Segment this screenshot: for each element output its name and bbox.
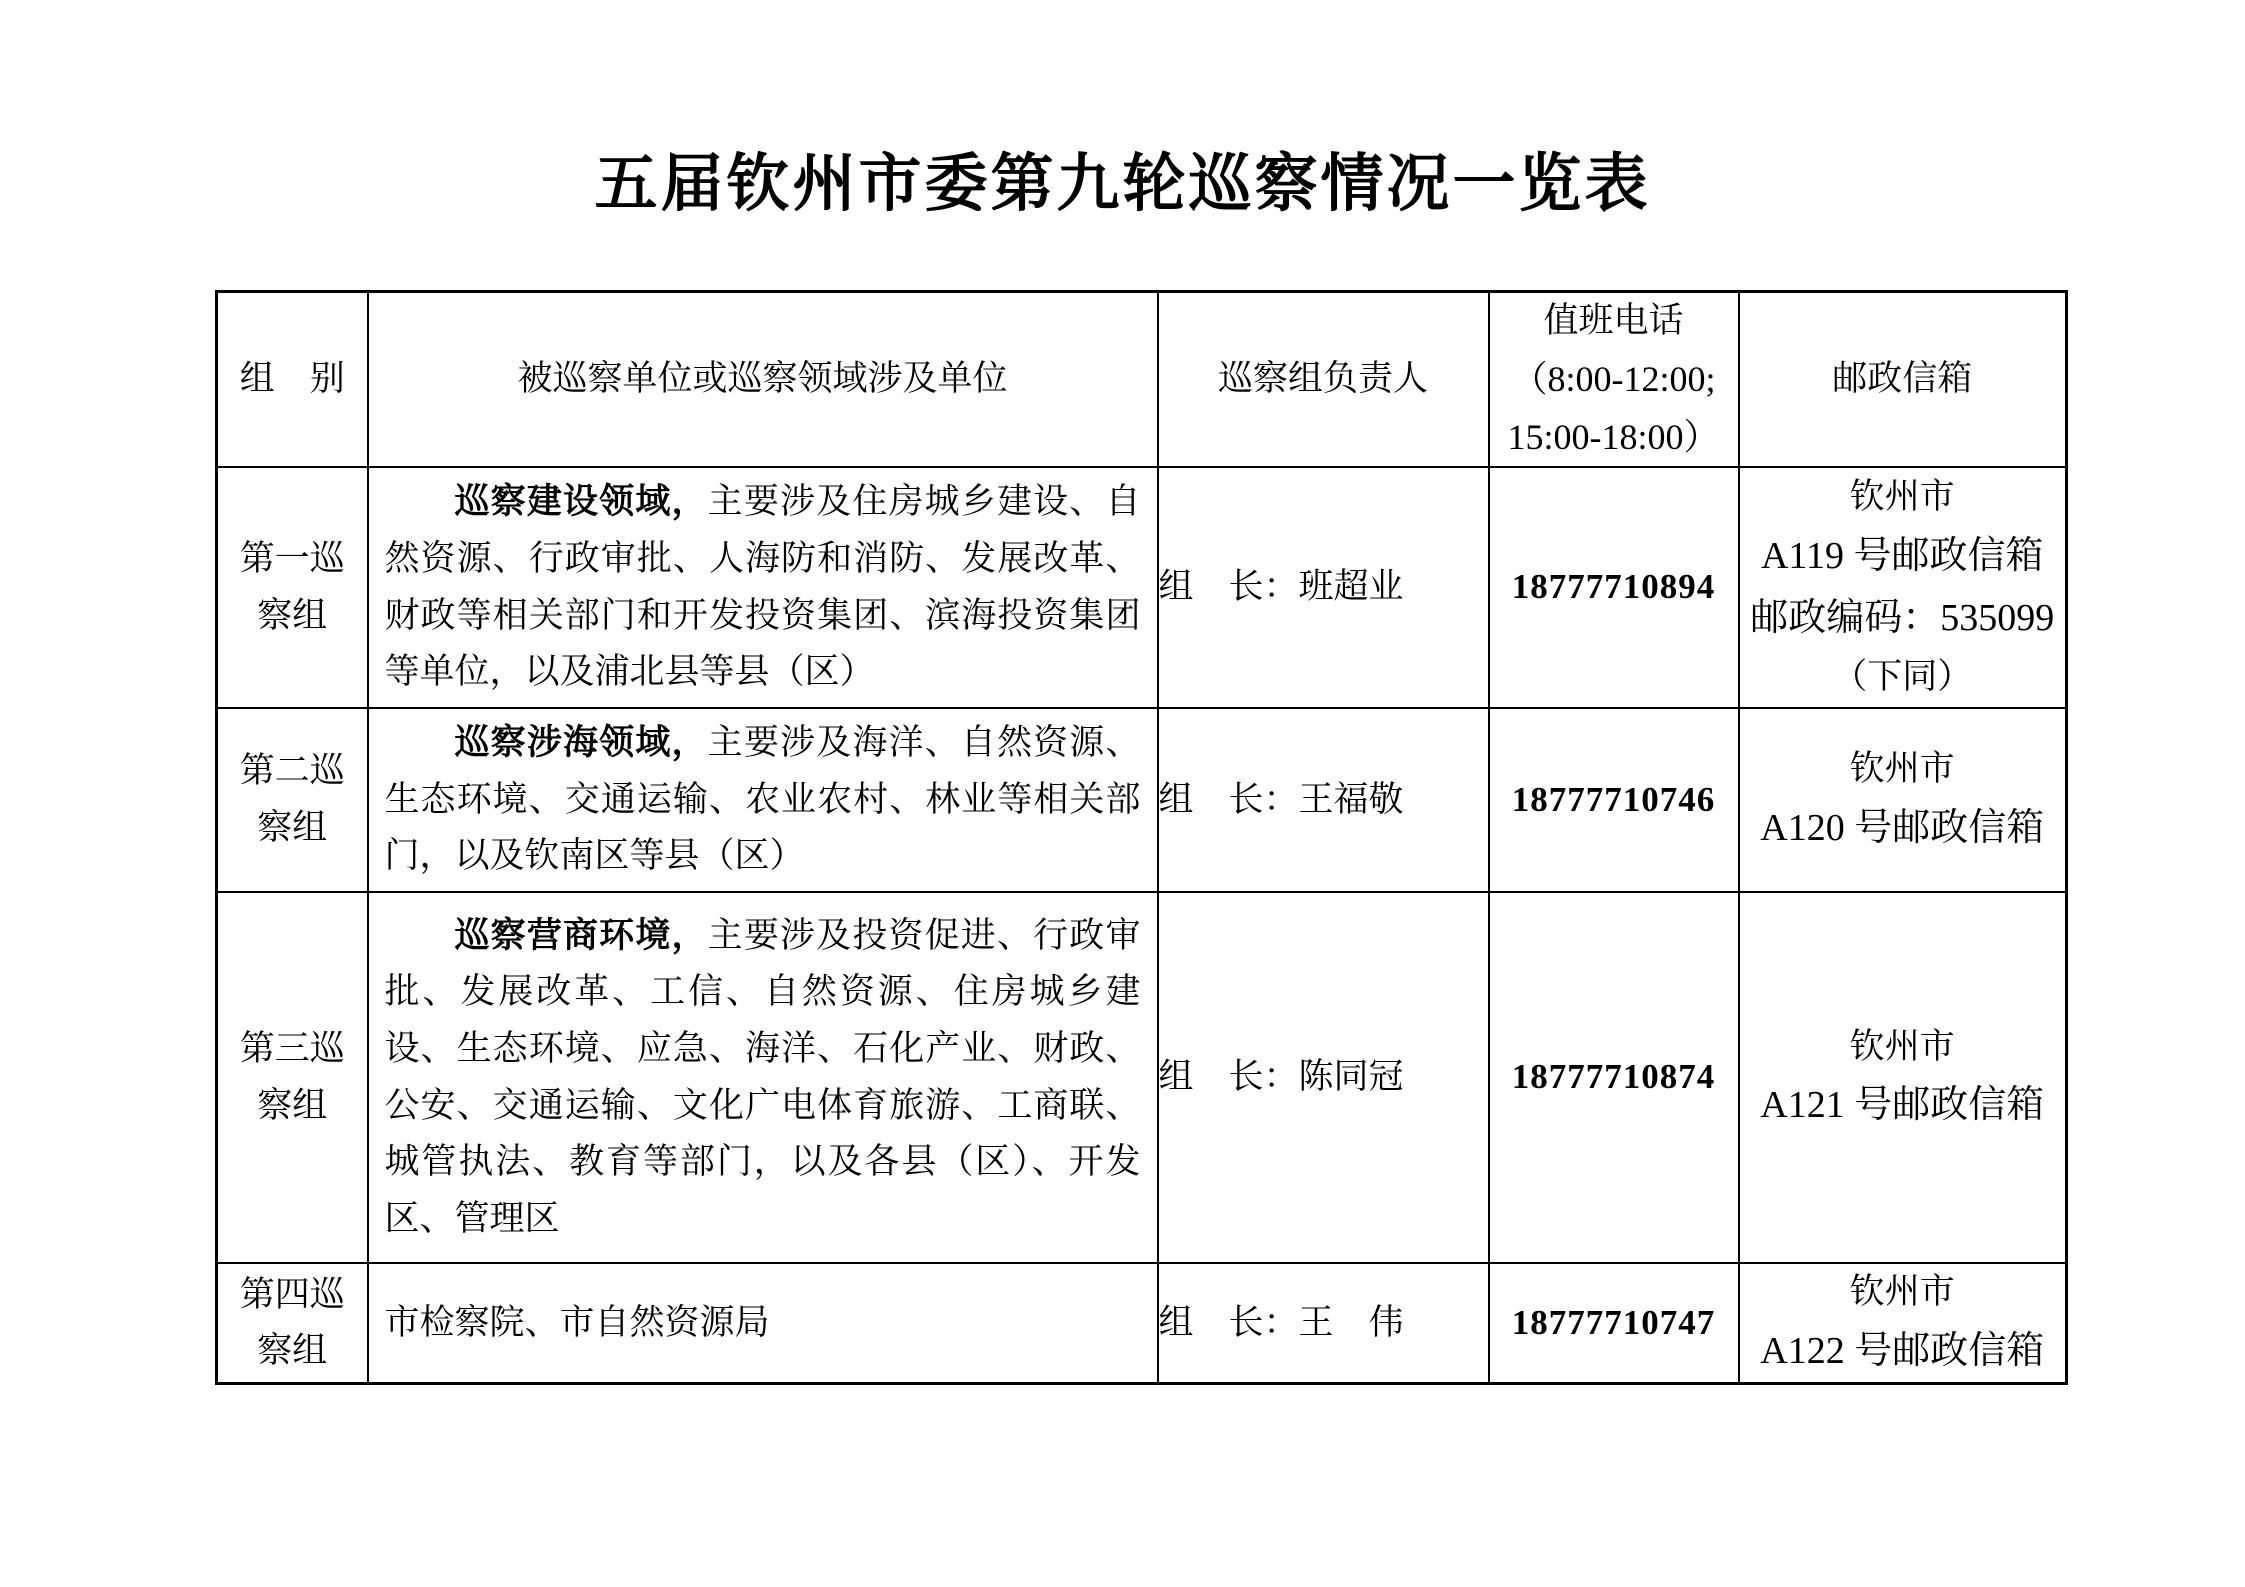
table-row-group3	[217, 892, 2067, 1263]
group-name-cell	[217, 892, 368, 1263]
phone-header-line2: （8:00-12:00;	[1511, 358, 1716, 399]
table-header-row	[217, 292, 2067, 468]
leader-cell: 组 长：班超业	[1158, 467, 1489, 708]
units-cell	[368, 467, 1158, 708]
table-row-group4	[217, 1263, 2067, 1384]
mailbox-note: （下同）	[1832, 657, 1973, 697]
mailbox-postal-code: 邮政编码：535099	[1750, 596, 2055, 639]
mailbox-box-number: A122 号邮政信箱	[1760, 1329, 2045, 1372]
col-header-mailbox: 邮政信箱	[1739, 292, 2067, 468]
group-name-line1: 第三巡	[239, 1028, 345, 1068]
leader-cell: 组 长：王 伟	[1158, 1263, 1489, 1384]
units-detail-text: 主要涉及住房城乡建设、自然资源、行政审批、人海防和消防、发展改革、财政等相关部门和开发投资集团、滨海投资集团等单位，以及浦北县等县（区）	[384, 482, 1141, 692]
mailbox-cell	[1739, 1263, 2067, 1384]
mailbox-box-number: A121 号邮政信箱	[1760, 1084, 2045, 1127]
group-name-cell	[217, 467, 368, 708]
phone-header-line3: 15:00-18:00）	[1507, 417, 1720, 457]
units-cell	[368, 892, 1158, 1263]
mailbox-city: 钦州市	[1849, 1026, 1955, 1066]
units-lead-phrase: 巡察建设领域，	[454, 482, 708, 522]
col-header-leader: 巡察组负责人	[1158, 292, 1489, 468]
phone-cell: 18777710874	[1489, 892, 1739, 1263]
phone-cell: 18777710746	[1489, 708, 1739, 892]
units-detail-text: 市检察院、市自然资源局	[384, 1302, 770, 1342]
group-name-cell	[217, 708, 368, 892]
units-detail-text: 主要涉及投资促进、行政审批、发展改革、工信、自然资源、住房城乡建设、生态环境、应急、海洋、石化产业、财政、公安、交通运输、文化广电体育旅游、工商联、城管执法、教育等部门，以及各县（区）、开发区、管理区	[384, 915, 1141, 1238]
mailbox-cell	[1739, 467, 2067, 708]
group-name-line2: 察组	[257, 808, 328, 848]
units-description	[385, 908, 1141, 1248]
group-name-line2: 察组	[257, 1085, 328, 1125]
mailbox-city: 钦州市	[1849, 748, 1955, 788]
units-detail-text: 主要涉及海洋、自然资源、生态环境、交通运输、农业农村、林业等相关部门，以及钦南区等县（区）	[384, 723, 1141, 876]
group-name-line2: 察组	[257, 1331, 328, 1371]
phone-cell: 18777710894	[1489, 467, 1739, 708]
col-header-units: 被巡察单位或巡察领域涉及单位	[368, 292, 1158, 468]
mailbox-box-number: A119 号邮政信箱	[1760, 535, 2044, 578]
page-title: 五届钦州市委第九轮巡察情况一览表	[594, 149, 1651, 219]
group-name-line1: 第二巡	[239, 751, 345, 791]
table-row-group2	[217, 708, 2067, 892]
units-cell	[368, 1263, 1158, 1384]
mailbox-cell	[1739, 708, 2067, 892]
mailbox-cell	[1739, 892, 2067, 1263]
units-lead-phrase: 巡察营商环境，	[454, 915, 708, 955]
mailbox-city: 钦州市	[1849, 1272, 1955, 1312]
group-name-line1: 第一巡	[239, 539, 345, 578]
phone-cell: 18777710747	[1489, 1263, 1739, 1384]
units-description	[385, 715, 1141, 885]
units-description	[385, 1295, 1141, 1352]
inspection-table	[215, 290, 2068, 1385]
phone-header-line1: 值班电话	[1543, 301, 1684, 340]
units-cell	[368, 708, 1158, 892]
leader-cell: 组 长：王福敬	[1158, 708, 1489, 892]
table-row-group1	[217, 467, 2067, 708]
mailbox-box-number: A120 号邮政信箱	[1760, 806, 2045, 849]
mailbox-city: 钦州市	[1849, 477, 1955, 517]
group-name-line2: 察组	[257, 595, 328, 635]
units-lead-phrase: 巡察涉海领域，	[454, 723, 708, 763]
group-name-line1: 第四巡	[239, 1274, 345, 1314]
units-description	[385, 474, 1141, 701]
group-name-cell	[217, 1263, 368, 1384]
col-header-phone	[1489, 292, 1739, 468]
leader-cell: 组 长：陈同冠	[1158, 892, 1489, 1263]
col-header-group: 组 别	[217, 292, 368, 468]
